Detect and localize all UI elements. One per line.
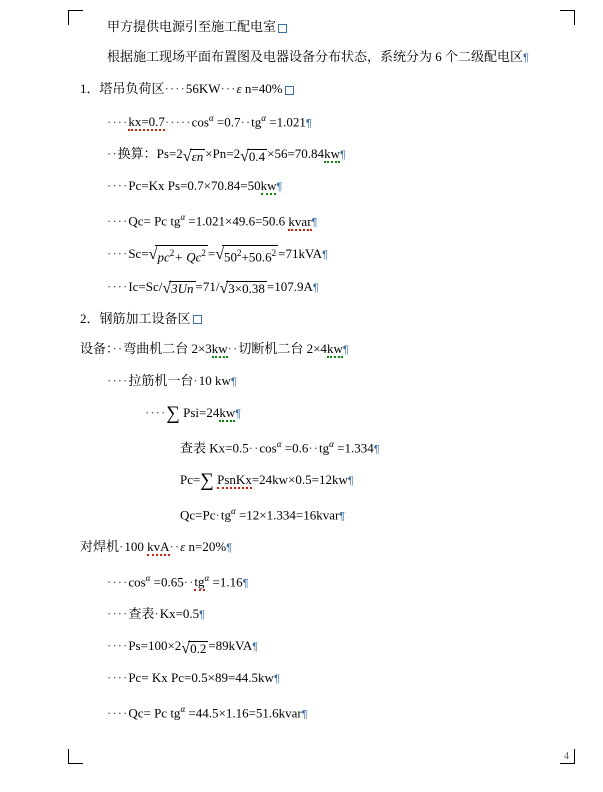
- pilcrow-icon: ¶: [305, 117, 312, 130]
- text-run: tg: [251, 114, 262, 130]
- text-run-grammar: kw: [211, 340, 228, 356]
- paragraph-line: [80, 436, 558, 458]
- text-run: =0.6: [281, 439, 309, 455]
- text-run: Qc= Pc tg: [128, 705, 181, 721]
- text-run: Ic=Sc/: [128, 278, 163, 294]
- dot-leader: ··: [308, 439, 319, 455]
- text-run: cos: [259, 439, 277, 455]
- paragraph-line: [80, 245, 558, 265]
- text-run: +50.6: [241, 249, 272, 265]
- text-run: Qc=Pc: [180, 507, 216, 523]
- dot-leader: ··: [240, 114, 252, 130]
- text-run: Sc=: [128, 245, 149, 261]
- exponent: 2: [169, 248, 175, 259]
- dot-leader: ····: [164, 81, 186, 96]
- pilcrow-icon: ¶: [230, 375, 237, 388]
- paragraph-line: [80, 701, 558, 723]
- radical-expression: [220, 279, 267, 297]
- text-run: ε: [236, 81, 242, 96]
- pilcrow-icon: ¶: [342, 343, 349, 356]
- text-run-misspelled: kvA: [147, 539, 170, 555]
- text-run: Pc=: [180, 471, 201, 487]
- text-run: 切断机二台 2×4: [238, 340, 327, 356]
- paragraph-line: [80, 310, 558, 327]
- dot-leader: ·····: [164, 114, 192, 130]
- paragraph-line: [80, 110, 558, 132]
- paragraph-mark-box: [278, 24, 287, 33]
- text-run: =1.021: [266, 114, 306, 130]
- text-run-grammar: kw: [326, 340, 343, 356]
- pilcrow-icon: ¶: [339, 510, 346, 523]
- text-run: =1.021×49.6=50.6: [185, 213, 289, 229]
- radical-sign: √: [219, 279, 229, 297]
- dot-leader: ·: [119, 539, 125, 555]
- text-run: =24kw×0.5=12kw: [251, 471, 348, 487]
- pilcrow-icon: ¶: [301, 708, 308, 721]
- text-run: ε: [180, 539, 186, 555]
- paragraph-line: [80, 18, 558, 35]
- summation-symbol: ∑: [166, 402, 180, 424]
- text-run: Kx=0.5: [159, 606, 200, 622]
- alpha-symbol: α: [180, 212, 186, 223]
- exponent: 2: [201, 248, 206, 259]
- radical-expression: [215, 245, 278, 265]
- text-run: Qc= Pc tg: [128, 213, 181, 229]
- crop-mark-top-right: [560, 10, 575, 25]
- text-run: =12×1.334=16kvar: [235, 507, 340, 523]
- dot-leader: ····: [107, 574, 129, 590]
- dot-leader: ·: [215, 507, 221, 523]
- text-run-misspelled: kvar: [288, 213, 312, 229]
- dot-leader: ·: [154, 606, 160, 622]
- text-run: ×56=70.84: [267, 146, 325, 162]
- text-run: 甲方提供电源引至施工配电室: [107, 19, 277, 34]
- text-run: n=20%: [185, 539, 227, 555]
- exponent: 2: [271, 248, 277, 259]
- radical-sign: √: [162, 279, 172, 297]
- text-run: 10 kw: [198, 372, 231, 388]
- dot-leader: ··: [183, 574, 195, 590]
- pilcrow-icon: ¶: [311, 216, 318, 229]
- radicand: 0.2: [190, 641, 207, 657]
- text-run: 2．钢筋加工设备区: [80, 310, 191, 326]
- text-run-misspelled: tg: [194, 574, 205, 590]
- dot-leader: ··: [248, 439, 260, 455]
- dot-leader: ····: [107, 278, 129, 294]
- radicand: 3×0.38: [228, 281, 265, 297]
- pilcrow-icon: ¶: [322, 248, 328, 261]
- text-run-grammar: kw: [219, 404, 236, 420]
- pilcrow-icon: ¶: [242, 577, 249, 590]
- alpha-symbol: α: [204, 573, 210, 584]
- text-run: tg: [319, 439, 330, 455]
- paragraph-line: [80, 177, 558, 196]
- dot-leader: ····: [107, 670, 129, 686]
- dot-leader: ····: [107, 114, 129, 130]
- pilcrow-icon: ¶: [347, 474, 354, 487]
- radical-expression: [183, 147, 205, 165]
- text-run: =1.16: [209, 574, 243, 590]
- paragraph-line: [80, 471, 558, 490]
- paragraph-line: [80, 538, 558, 557]
- text-run: 查表 Kx=0.5: [180, 439, 249, 455]
- text-run: Ps=100×2: [128, 638, 182, 654]
- paragraph-mark-box: [193, 315, 202, 324]
- paragraph-line: [80, 669, 558, 688]
- dot-leader: ····: [107, 213, 129, 229]
- paragraph-line: [80, 637, 558, 656]
- text-run: 对焊机: [80, 539, 120, 555]
- text-run: 100: [124, 539, 148, 555]
- dot-leader: ··: [169, 539, 181, 555]
- text-run: Pc= Kx Pc=0.5×89=44.5kw: [128, 670, 274, 686]
- dot-leader: ···: [220, 81, 237, 96]
- pilcrow-icon: ¶: [273, 673, 280, 686]
- alpha-symbol: α: [261, 113, 267, 123]
- radicand: [222, 245, 278, 264]
- radical-sign: √: [215, 245, 225, 263]
- paragraph-line: [80, 80, 558, 97]
- summation-symbol: ∑: [200, 469, 214, 491]
- text-run: =0.65: [150, 574, 184, 590]
- text-run: 拉筋机一台: [128, 372, 194, 388]
- dot-leader: ··: [112, 340, 124, 356]
- pilcrow-icon: ¶: [252, 641, 259, 654]
- alpha-symbol: α: [230, 505, 236, 516]
- radicand: εn: [191, 149, 204, 165]
- alpha-symbol: α: [145, 573, 151, 584]
- dot-leader: ····: [107, 178, 129, 194]
- pilcrow-icon: ¶: [199, 609, 206, 622]
- dot-leader: ··: [107, 146, 118, 162]
- text-run: cos: [191, 114, 209, 130]
- text-run: =71/: [195, 278, 220, 294]
- pilcrow-icon: ¶: [276, 181, 283, 194]
- paragraph-line: [80, 48, 558, 67]
- pilcrow-icon: ¶: [373, 442, 380, 455]
- paragraph-line: [80, 404, 558, 423]
- crop-mark-bottom-left: [68, 749, 83, 764]
- radical-expression: [181, 639, 208, 657]
- text-run-misspelled: PsnKx: [217, 471, 252, 487]
- alpha-symbol: α: [180, 704, 186, 715]
- paragraph-line: [80, 145, 558, 164]
- pilcrow-icon: ¶: [226, 542, 233, 555]
- paragraph-line: [80, 372, 558, 391]
- text-run: 换算：Ps=2: [117, 146, 183, 162]
- dot-leader: ····: [107, 638, 129, 654]
- text-run: Psi=24: [183, 404, 220, 420]
- radical-sign: √: [148, 245, 158, 263]
- text-run: 弯曲机二台 2×3: [123, 340, 212, 356]
- paragraph-line: [80, 605, 558, 624]
- pilcrow-icon: ¶: [235, 407, 242, 420]
- text-run: 查表: [128, 606, 155, 622]
- paragraph-line: [80, 570, 558, 592]
- text-run: ×Pn=2: [205, 146, 241, 162]
- radical-expression: [240, 147, 267, 165]
- text-run-misspelled: kx=0.7: [128, 114, 165, 130]
- paragraph-line: [80, 278, 558, 297]
- text-run: 根据施工现场平面布置图及电器设备分布状态，系统分为 6 个二级配电区: [107, 49, 524, 64]
- text-run: 1．塔吊负荷区: [80, 81, 165, 96]
- text-run: =1.334: [333, 439, 374, 455]
- page-number: 4: [564, 751, 569, 762]
- alpha-symbol: α: [276, 438, 282, 449]
- radicand: [155, 245, 207, 264]
- paragraph-line: [80, 503, 558, 525]
- text-run: cos: [128, 574, 146, 590]
- radical-sign: √: [240, 147, 249, 165]
- dot-leader: ····: [107, 705, 129, 721]
- text-run: 56KW: [185, 81, 221, 96]
- alpha-symbol: α: [329, 438, 334, 449]
- text-run: n=40%: [241, 81, 283, 96]
- text-run-grammar: kw: [324, 146, 340, 162]
- text-run: =89kVA: [208, 638, 253, 654]
- text-run: Pc=Kx Ps=0.7×70.84=50: [128, 178, 261, 194]
- radical-expression: [149, 245, 208, 265]
- alpha-symbol: α: [208, 113, 214, 123]
- radicand: 0.4: [248, 149, 266, 165]
- document-body: [80, 18, 558, 737]
- paragraph-line: [80, 340, 558, 359]
- radicand: 3Un: [171, 281, 194, 297]
- dot-leader: ··: [227, 340, 239, 356]
- text-run: + Qc: [174, 249, 202, 265]
- radical-expression: [162, 279, 195, 297]
- dot-leader: ····: [107, 245, 129, 261]
- text-run: =44.5×1.16=51.6kvar: [185, 705, 302, 721]
- text-run: =71kVA: [278, 245, 323, 261]
- dot-leader: ·: [193, 372, 199, 388]
- dot-leader: ····: [107, 606, 129, 622]
- text-run: =: [207, 245, 216, 261]
- pilcrow-icon: ¶: [523, 52, 529, 64]
- text-run: 50: [224, 249, 238, 265]
- radical-sign: √: [182, 147, 192, 165]
- text-run: =107.9A: [266, 278, 313, 294]
- dot-leader: ····: [145, 404, 167, 420]
- radical-sign: √: [181, 639, 191, 657]
- text-run: =0.7: [213, 114, 241, 130]
- dot-leader: ····: [107, 372, 129, 388]
- exponent: 2: [237, 248, 242, 259]
- pilcrow-icon: ¶: [339, 149, 346, 162]
- paragraph-line: [80, 209, 558, 231]
- text-run-grammar: kw: [260, 178, 277, 194]
- paragraph-mark-box: [285, 86, 294, 95]
- pilcrow-icon: ¶: [312, 281, 319, 294]
- text-run: 设备：: [80, 340, 113, 356]
- text-run: pc: [157, 249, 170, 265]
- text-run: tg: [220, 507, 231, 523]
